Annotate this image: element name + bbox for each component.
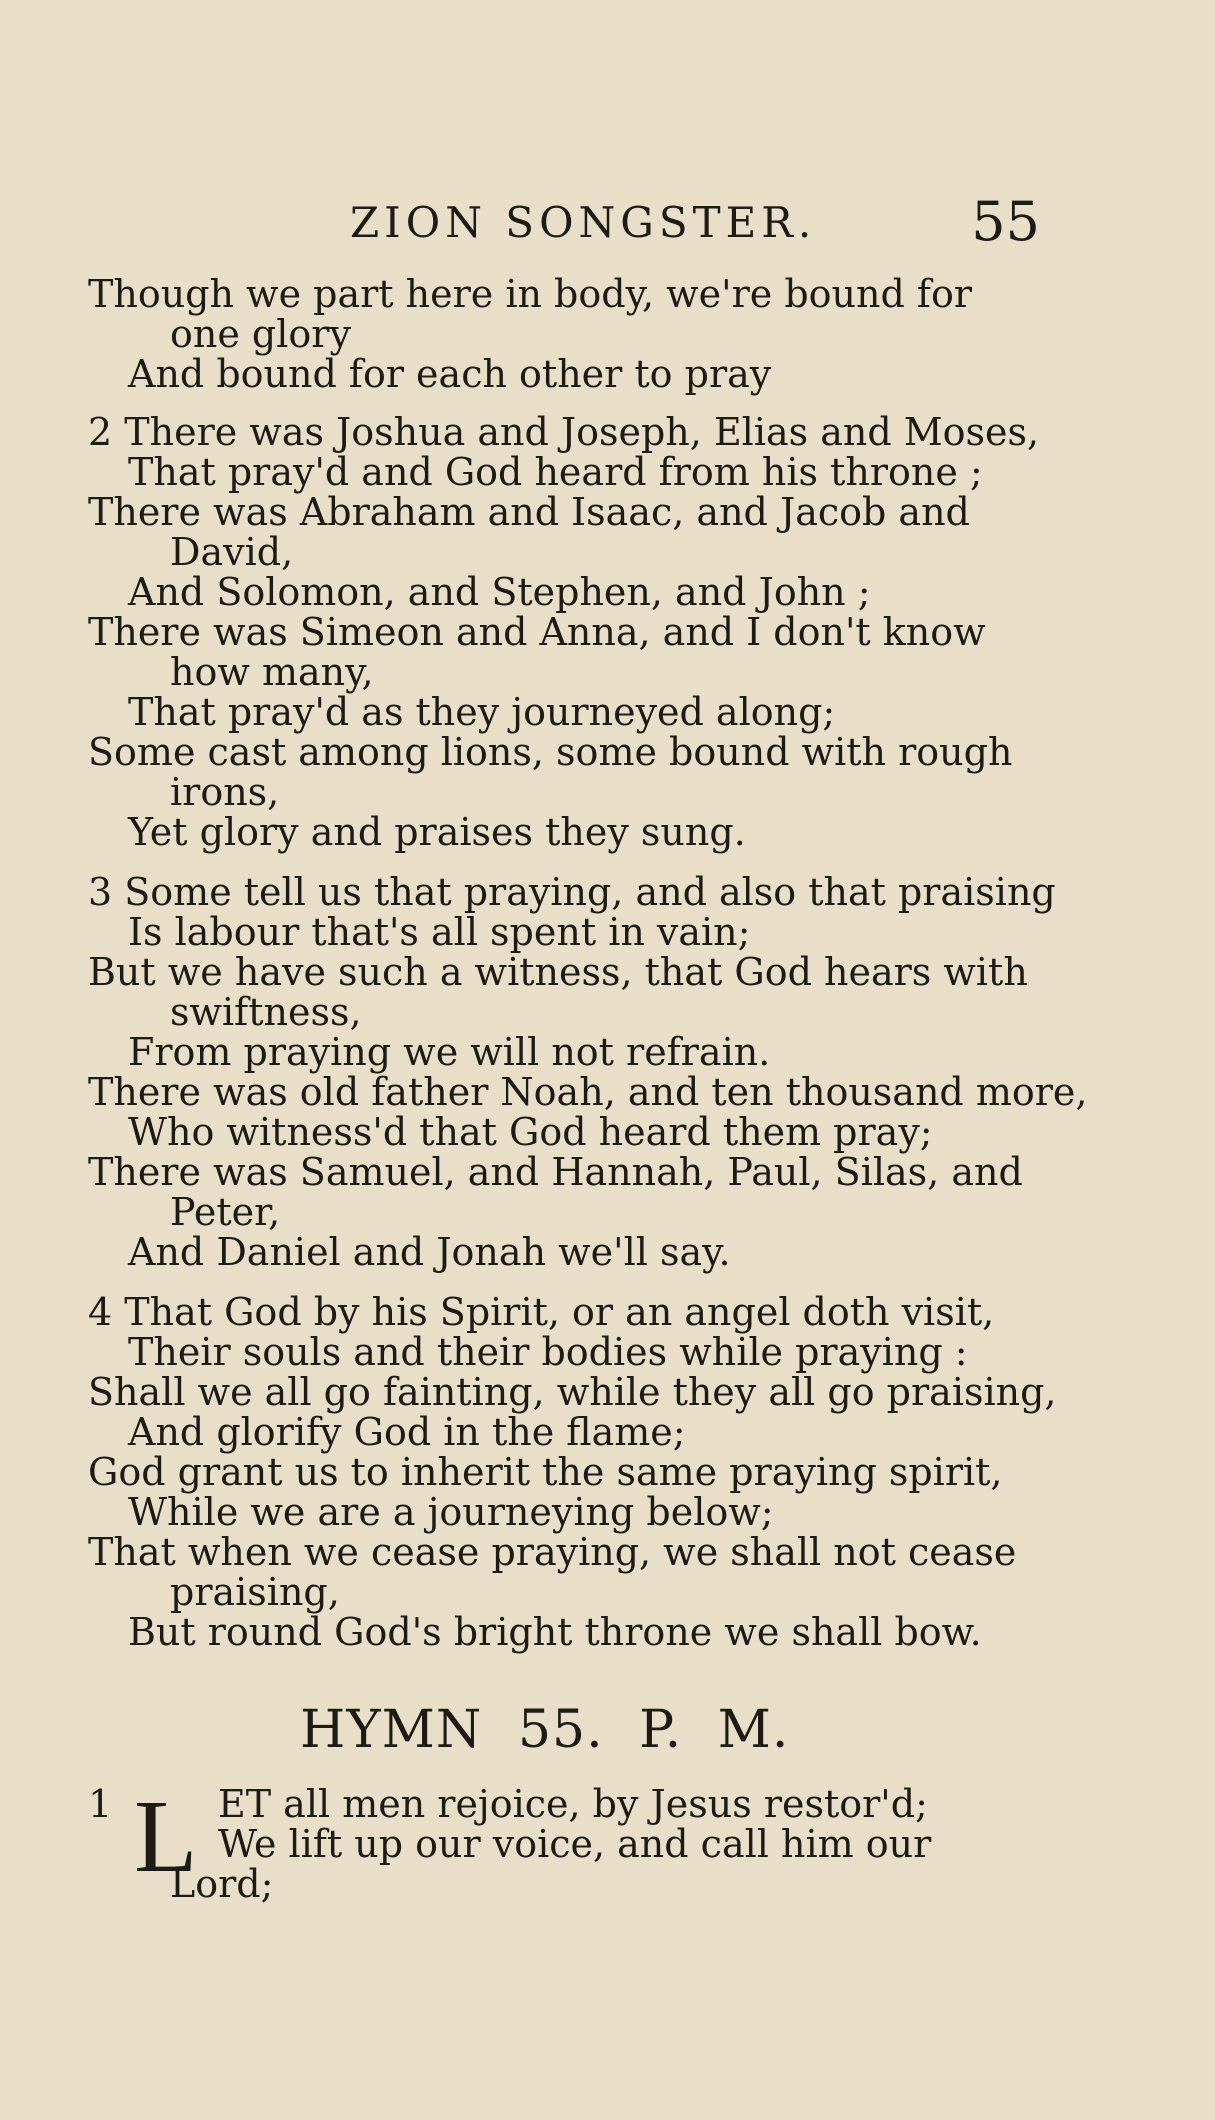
verse-line: And Solomon, and Stephen, and John ; [128,570,871,614]
verse-line: 4 That God by his Spirit, or an angel doth visit, [88,1290,995,1334]
verse-line: Peter, [170,1190,281,1234]
page-header [350,190,1050,253]
verse-line: There was Simeon and Anna, and I don't know [88,610,986,654]
drop-cap: L [134,1779,198,1894]
verse-line: Who witness'd that God heard them pray; [128,1110,933,1154]
verse-line: Though we part here in body, we're bound for [88,272,973,316]
verse-line: That when we cease praying, we shall not cease [88,1530,1017,1574]
verse-line: We lift up our voice, and call him our [218,1822,932,1866]
verse-line: 2 There was Joshua and Joseph, Elias and Moses, [88,410,1040,454]
verse-line: Lord; [170,1862,274,1906]
verse-line: There was Abraham and Isaac, and Jacob and [88,490,970,534]
verse-line: Is labour that's all spent in vain; [128,910,751,954]
verse-line: There was Samuel, and Hannah, Paul, Silas, and [88,1150,1023,1194]
verse-line: And bound for each other to pray [128,352,772,396]
verse-line: praising, [170,1570,340,1614]
verse-line: how many, [170,650,374,694]
verse-line: That pray'd and God heard from his throne ; [128,450,983,494]
verse-line: Their souls and their bodies while praying : [128,1330,968,1374]
verse-line: ET all men rejoice, by Jesus restor'd; [218,1782,928,1826]
verse-line: David, [170,530,294,574]
verse-line: But we have such a witness, that God hears with [88,950,1028,994]
verse-line: That pray'd as they journeyed along; [128,690,836,734]
verse-line: swiftness, [170,990,362,1034]
verse-line: And glorify God in the flame; [128,1410,686,1454]
verse-line: While we are a journeying below; [128,1490,774,1534]
verse-line: And Daniel and Jonah we'll say. [128,1230,731,1274]
verse-line: Some cast among lions, some bound with rough [88,730,1013,774]
page-number: 55 [971,190,1040,253]
verse-line: There was old father Noah, and ten thousand more, [88,1070,1088,1114]
verse-line: irons, [170,770,280,814]
verse-number: 1 [88,1782,113,1826]
verse-line: 3 Some tell us that praying, and also that praising [88,870,1056,914]
verse-line: one glory [170,312,351,356]
running-title: ZION SONGSTER. [350,198,817,247]
hymn-heading: HYMN 55. P. M. [300,1700,790,1760]
verse-line: Yet glory and praises they sung. [128,810,746,854]
verse-line: From praying we will not refrain. [128,1030,771,1074]
verse-line: God grant us to inherit the same praying spirit, [88,1450,1003,1494]
verse-line: But round God's bright throne we shall bow. [128,1610,982,1654]
verse-line: Shall we all go fainting, while they all go praising, [88,1370,1057,1414]
